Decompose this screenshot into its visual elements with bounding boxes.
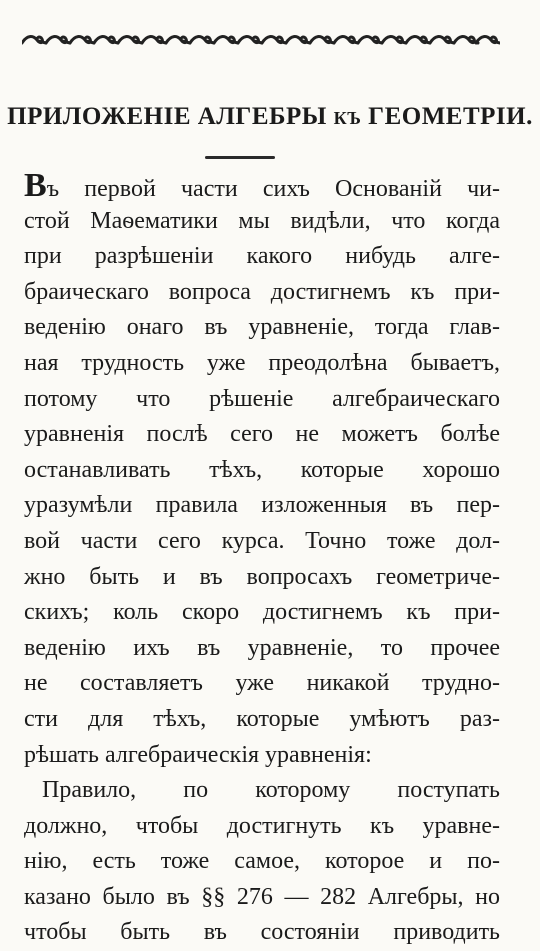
- text-line: чтобы быть въ состояніи приводить: [24, 919, 500, 946]
- text-line: уразумѣли правила изложенныя въ пер-: [24, 492, 500, 519]
- wave-ornament-icon: [22, 30, 500, 56]
- drop-cap: В: [24, 167, 47, 204]
- text-line: уравненія послѣ сего не можетъ болѣе: [24, 421, 500, 448]
- text-line: нію, есть тоже самое, которое и по-: [24, 848, 500, 875]
- text-line: казано было въ §§ 276 — 282 Алгебры, но: [24, 883, 500, 910]
- text-line: потому что рѣшеніе алгебраическаго: [24, 385, 500, 412]
- text-line: рѣшать алгебраическія уравненія:: [24, 741, 372, 768]
- chapter-title: ПРИЛОЖЕНІЕ АЛГЕБРЫ къ ГЕОМЕТРІИ.: [7, 103, 533, 130]
- text-line: веденію ихъ въ уравненіе, то прочее: [24, 634, 500, 661]
- text-line: не составляетъ уже никакой трудно-: [24, 670, 500, 697]
- text-line: веденію онаго въ уравненіе, тогда глав-: [24, 314, 500, 341]
- text-line: скихъ; коль скоро достигнемъ къ при-: [24, 599, 500, 626]
- title-divider: [205, 156, 275, 159]
- text-line: останавливать тѣхъ, которые хорошо: [24, 456, 500, 483]
- text-line: Въ первой части сихъ Основаній чи-: [24, 167, 500, 204]
- text-line: при разрѣшеніи какого нибудь алге-: [24, 243, 500, 270]
- text-line: должно, чтобы достигнуть къ уравне-: [24, 812, 500, 839]
- text-line: вой части сего курса. Точно тоже дол-: [24, 527, 500, 554]
- text-line: ная трудность уже преодолѣна бываетъ,: [24, 349, 500, 376]
- text-line: браическаго вопроса достигнемъ къ при-: [24, 278, 500, 305]
- text-line: жно быть и въ вопросахъ геометриче-: [24, 563, 500, 590]
- body-text: [24, 168, 500, 951]
- text-line: стой Маѳематики мы видѣли, что когда: [24, 207, 500, 234]
- text-line: Правило, по которому поступать: [42, 777, 500, 804]
- text-line: сти для тѣхъ, которые умѣютъ раз-: [24, 705, 500, 732]
